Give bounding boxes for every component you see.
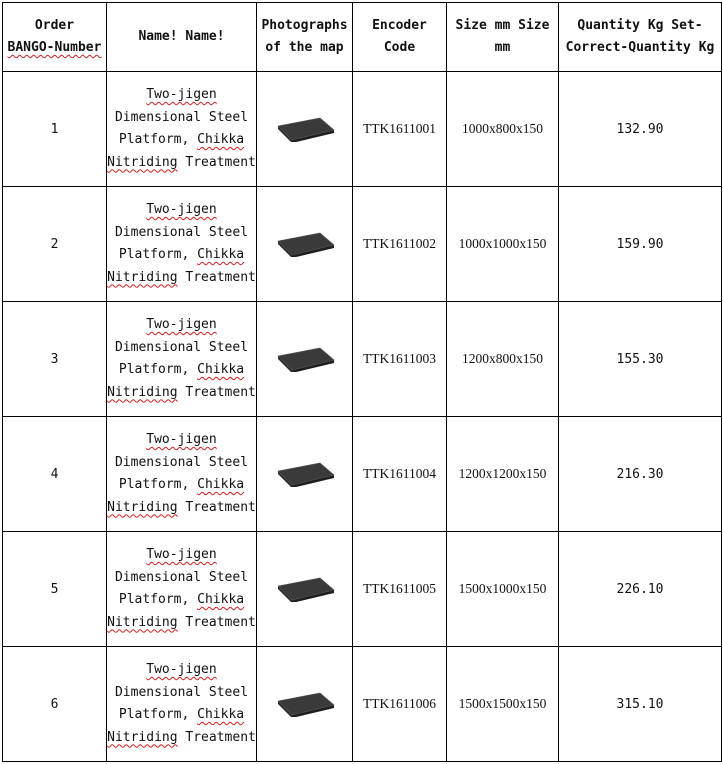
size-cell: 1000x1000x150 bbox=[447, 187, 559, 302]
name-part-a: Two-jigen bbox=[146, 662, 217, 677]
order-cell: 4 bbox=[3, 417, 107, 532]
order-cell: 3 bbox=[3, 302, 107, 417]
quantity-cell: 315.10 bbox=[559, 647, 722, 762]
name-part-c: Chikka bbox=[197, 362, 245, 377]
name-cell bbox=[107, 187, 257, 302]
name-part-a: Two-jigen bbox=[146, 87, 217, 102]
table-row bbox=[3, 72, 722, 187]
name-part-d: Nitriding bbox=[107, 154, 178, 170]
name-part-d: Nitriding bbox=[107, 499, 178, 515]
name-part-b: Dimensional Steel Platform, bbox=[114, 109, 249, 147]
photo-header: Photographs of the map bbox=[257, 3, 353, 72]
name-part-b: Dimensional Steel Platform, bbox=[114, 224, 249, 262]
name-cell bbox=[107, 417, 257, 532]
size-cell: 1200x1200x150 bbox=[447, 417, 559, 532]
encoder-code-cell: TTK1611003 bbox=[353, 302, 447, 417]
encoder-header: Encoder Code bbox=[353, 3, 447, 72]
name-part-a: Two-jigen bbox=[146, 317, 217, 332]
name-part-e: Treatment bbox=[185, 384, 256, 400]
encoder-code-cell: TTK1611005 bbox=[353, 532, 447, 647]
encoder-code-cell: TTK1611004 bbox=[353, 417, 447, 532]
name-part-e: Treatment bbox=[185, 729, 256, 745]
name-part-c: Chikka bbox=[197, 592, 245, 607]
name-part-e: Treatment bbox=[185, 269, 256, 285]
order-cell: 6 bbox=[3, 647, 107, 762]
table-row bbox=[3, 187, 722, 302]
quantity-cell: 226.10 bbox=[559, 532, 722, 647]
photo-cell bbox=[257, 532, 353, 647]
name-part-b: Dimensional Steel Platform, bbox=[114, 454, 249, 492]
name-part-d: Nitriding bbox=[107, 269, 178, 285]
name-part-b: Dimensional Steel Platform, bbox=[114, 684, 249, 722]
size-cell: 1500x1000x150 bbox=[447, 532, 559, 647]
name-cell bbox=[107, 532, 257, 647]
name-part-a: Two-jigen bbox=[146, 202, 217, 217]
name-part-d: Nitriding bbox=[107, 614, 178, 630]
product-table bbox=[2, 2, 722, 762]
quantity-cell: 155.30 bbox=[559, 302, 722, 417]
name-part-b: Dimensional Steel Platform, bbox=[114, 339, 249, 377]
name-part-b: Dimensional Steel Platform, bbox=[114, 569, 249, 607]
steel-plate-icon bbox=[274, 116, 336, 142]
table-header-row bbox=[3, 3, 722, 72]
name-part-c: Chikka bbox=[197, 707, 245, 722]
steel-plate-icon bbox=[274, 576, 336, 602]
order-header-line2: BANGO-Number bbox=[7, 40, 102, 55]
size-header: Size mm Size mm bbox=[447, 3, 559, 72]
quantity-cell: 132.90 bbox=[559, 72, 722, 187]
name-part-d: Nitriding bbox=[107, 729, 178, 745]
name-part-a: Two-jigen bbox=[146, 432, 217, 447]
name-part-e: Treatment bbox=[185, 499, 256, 515]
name-cell bbox=[107, 647, 257, 762]
encoder-code-cell: TTK1611001 bbox=[353, 72, 447, 187]
name-part-c: Chikka bbox=[197, 477, 245, 492]
quantity-header: Quantity Kg Set-Correct-Quantity Kg bbox=[559, 3, 722, 72]
order-header-line1: Order bbox=[34, 18, 75, 33]
name-part-c: Chikka bbox=[197, 132, 245, 147]
quantity-cell: 216.30 bbox=[559, 417, 722, 532]
steel-plate-icon bbox=[274, 461, 336, 487]
size-cell: 1500x1500x150 bbox=[447, 647, 559, 762]
table-row bbox=[3, 417, 722, 532]
name-cell bbox=[107, 302, 257, 417]
photo-cell bbox=[257, 302, 353, 417]
order-cell: 2 bbox=[3, 187, 107, 302]
size-cell: 1200x800x150 bbox=[447, 302, 559, 417]
photo-cell bbox=[257, 647, 353, 762]
name-part-a: Two-jigen bbox=[146, 547, 217, 562]
order-cell: 5 bbox=[3, 532, 107, 647]
steel-plate-icon bbox=[274, 346, 336, 372]
order-header bbox=[3, 3, 107, 72]
photo-cell bbox=[257, 187, 353, 302]
steel-plate-icon bbox=[274, 691, 336, 717]
quantity-cell: 159.90 bbox=[559, 187, 722, 302]
encoder-code-cell: TTK1611002 bbox=[353, 187, 447, 302]
name-part-d: Nitriding bbox=[107, 384, 178, 400]
name-header: Name! Name! bbox=[107, 3, 257, 72]
order-cell: 1 bbox=[3, 72, 107, 187]
steel-plate-icon bbox=[274, 231, 336, 257]
name-part-e: Treatment bbox=[185, 614, 256, 630]
size-cell: 1000x800x150 bbox=[447, 72, 559, 187]
photo-cell bbox=[257, 72, 353, 187]
name-cell bbox=[107, 72, 257, 187]
table-row bbox=[3, 532, 722, 647]
photo-cell bbox=[257, 417, 353, 532]
table-row bbox=[3, 647, 722, 762]
encoder-code-cell: TTK1611006 bbox=[353, 647, 447, 762]
name-part-e: Treatment bbox=[185, 154, 256, 170]
name-part-c: Chikka bbox=[197, 247, 245, 262]
table-row bbox=[3, 302, 722, 417]
